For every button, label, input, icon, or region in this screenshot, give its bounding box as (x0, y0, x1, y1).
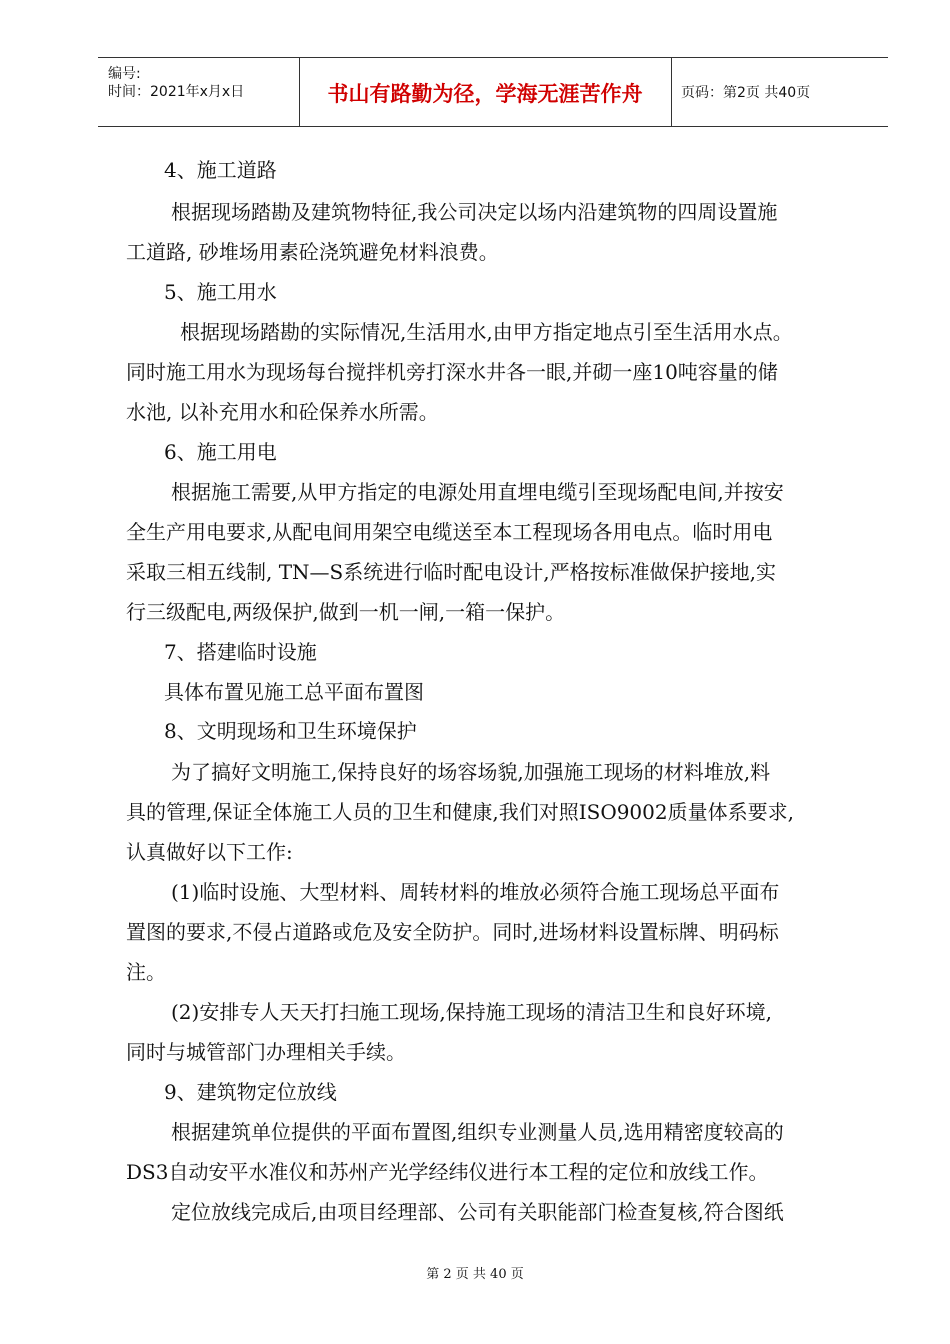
document-number-label: 编号: (108, 66, 141, 82)
paragraph-line: 根据建筑单位提供的平面布置图,组织专业测量人员,选用精密度较高的 (171, 1120, 784, 1144)
section-heading: 8、文明现场和卫生环境保护 (164, 719, 417, 743)
paragraph-line: 行三级配电,两级保护,做到一机一闸,一箱一保护。 (126, 600, 566, 624)
section-heading: 9、建筑物定位放线 (164, 1080, 337, 1104)
paragraph-line: 同时施工用水为现场每台搅拌机旁打深水井各一眼,并砌一座10吨容量的储 (126, 360, 778, 384)
page-footer: 第 2 页 共 40 页 (426, 1267, 524, 1282)
paragraph-line: 置图的要求,不侵占道路或危及安全防护。同时,进场材料设置标牌、明码标 (126, 920, 779, 944)
paragraph-line: DS3自动安平水准仪和苏州产光学经纬仪进行本工程的定位和放线工作。 (126, 1160, 769, 1184)
list-item: (2)安排专人天天打扫施工现场,保持施工现场的清洁卫生和良好环境, (171, 1000, 773, 1024)
header-page-code: 页码：第2页 共40页 (681, 85, 811, 101)
paragraph-line: 为了搞好文明施工,保持良好的场容场貌,加强施工现场的材料堆放,料 (171, 760, 771, 784)
paragraph-line: 根据现场踏勘的实际情况,生活用水,由甲方指定地点引至生活用水点。 (180, 320, 793, 344)
section-heading: 7、搭建临时设施 (164, 640, 317, 664)
list-item: (1)临时设施、大型材料、周转材料的堆放必须符合施工现场总平面布 (171, 880, 780, 904)
paragraph-line: 具体布置见施工总平面布置图 (164, 680, 424, 704)
paragraph-line: 注。 (126, 960, 166, 984)
paragraph-line: 采取三相五线制, TN—S系统进行临时配电设计,严格按标准做保护接地,实 (126, 560, 776, 584)
section-heading: 5、施工用水 (164, 280, 277, 304)
paragraph-line: 同时与城管部门办理相关手续。 (126, 1040, 406, 1064)
paragraph-line: 工道路, 砂堆场用素砼浇筑避免材料浪费。 (126, 240, 499, 264)
paragraph-line: 根据施工需要,从甲方指定的电源处用直埋电缆引至现场配电间,并按安 (171, 480, 784, 504)
paragraph-line: 水池, 以补充用水和砼保养水所需。 (126, 400, 439, 424)
document-time-label: 时间：2021年x月x日 (108, 84, 245, 100)
paragraph-line: 认真做好以下工作: (126, 840, 293, 864)
section-heading: 4、施工道路 (164, 158, 277, 182)
section-heading: 6、施工用电 (164, 440, 277, 464)
paragraph-line: 定位放线完成后,由项目经理部、公司有关职能部门检查复核,符合图纸 (171, 1200, 784, 1224)
paragraph-line: 根据现场踏勘及建筑物特征,我公司决定以场内沿建筑物的四周设置施 (171, 200, 778, 224)
paragraph-line: 具的管理,保证全体施工人员的卫生和健康,我们对照ISO9002质量体系要求, (126, 800, 794, 824)
header-motto: 书山有路勤为径，学海无涯苦作舟 (327, 82, 643, 106)
paragraph-line: 全生产用电要求,从配电间用架空电缆送至本工程现场各用电点。临时用电 (126, 520, 773, 544)
